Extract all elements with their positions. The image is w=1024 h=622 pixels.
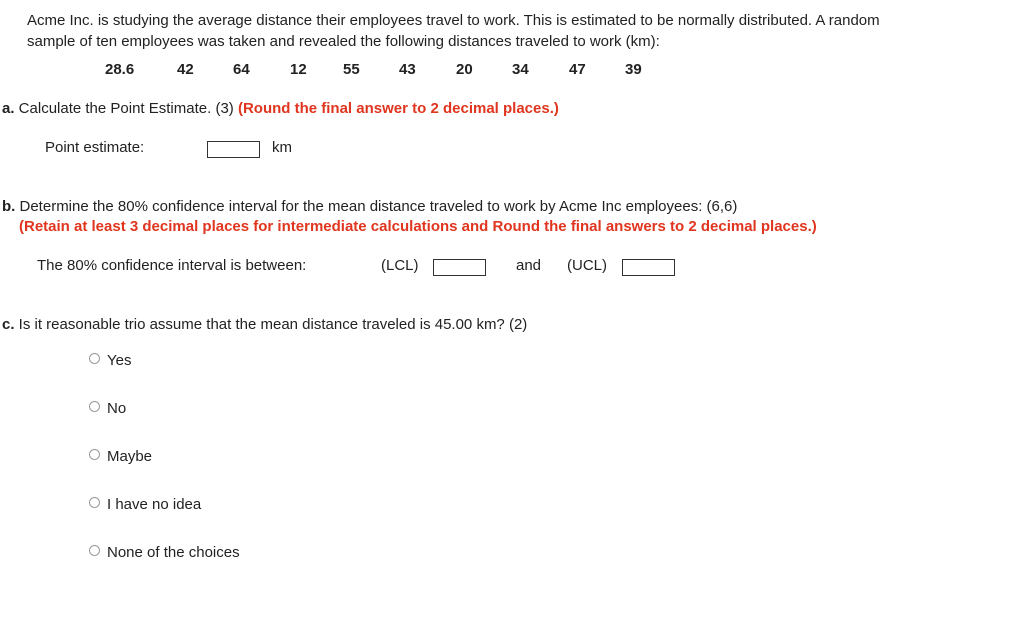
and-label: and <box>516 257 542 274</box>
distance-value: 20 <box>456 61 473 78</box>
option-label-none[interactable]: None of the choices <box>107 544 240 561</box>
lcl-input[interactable] <box>433 259 486 276</box>
distance-value: 55 <box>343 61 360 78</box>
intro-line-1: Acme Inc. is studying the average distance their employees travel to work. This is estimated to be normally distributed. A random <box>27 12 880 29</box>
part-c-text: Is it reasonable trio assume that the mean distance traveled is 45.00 km? (2) <box>14 316 528 333</box>
distance-value: 64 <box>233 61 250 78</box>
part-a-text: Calculate the Point Estimate. (3) <box>14 100 238 117</box>
part-c-question <box>2 316 527 333</box>
distance-value: 39 <box>625 61 642 78</box>
ucl-label: (UCL) <box>567 257 607 274</box>
ucl-input[interactable] <box>622 259 675 276</box>
radio-option-none[interactable] <box>89 545 100 556</box>
distance-value: 42 <box>177 61 194 78</box>
part-b-instruction: (Retain at least 3 decimal places for intermediate calculations and Round the final answers to 2 decimal places.) <box>19 218 817 235</box>
radio-option-maybe[interactable] <box>89 449 100 460</box>
part-b-text: Determine the 80% confidence interval for the mean distance traveled to work by Acme Inc employees: (6,6) <box>15 198 738 215</box>
distance-value: 43 <box>399 61 416 78</box>
radio-option-no[interactable] <box>89 401 100 412</box>
part-a-question <box>2 100 559 117</box>
lcl-label: (LCL) <box>381 257 419 274</box>
interval-label: The 80% confidence interval is between: <box>37 257 307 274</box>
point-estimate-unit: km <box>272 139 292 156</box>
distance-value: 28.6 <box>105 61 135 78</box>
option-label-maybe[interactable]: Maybe <box>107 448 153 465</box>
distance-value: 34 <box>512 61 529 78</box>
distance-value: 47 <box>569 61 586 78</box>
part-a-instruction: (Round the final answer to 2 decimal places.) <box>237 100 559 117</box>
distance-value: 12 <box>290 61 307 78</box>
option-label-yes[interactable]: Yes <box>107 352 132 369</box>
radio-option-no-idea[interactable] <box>89 497 100 508</box>
option-label-no-idea[interactable]: I have no idea <box>107 496 202 513</box>
intro-line-2: sample of ten employees was taken and revealed the following distances traveled to work (km): <box>27 33 660 50</box>
radio-option-yes[interactable] <box>89 353 100 364</box>
part-c-letter: c. <box>2 316 15 333</box>
part-a-letter: a. <box>2 100 15 117</box>
option-label-no[interactable]: No <box>107 400 127 417</box>
point-estimate-input[interactable] <box>207 141 260 158</box>
part-b-question <box>2 198 737 215</box>
part-b-letter: b. <box>2 198 16 215</box>
point-estimate-label: Point estimate: <box>45 139 145 156</box>
